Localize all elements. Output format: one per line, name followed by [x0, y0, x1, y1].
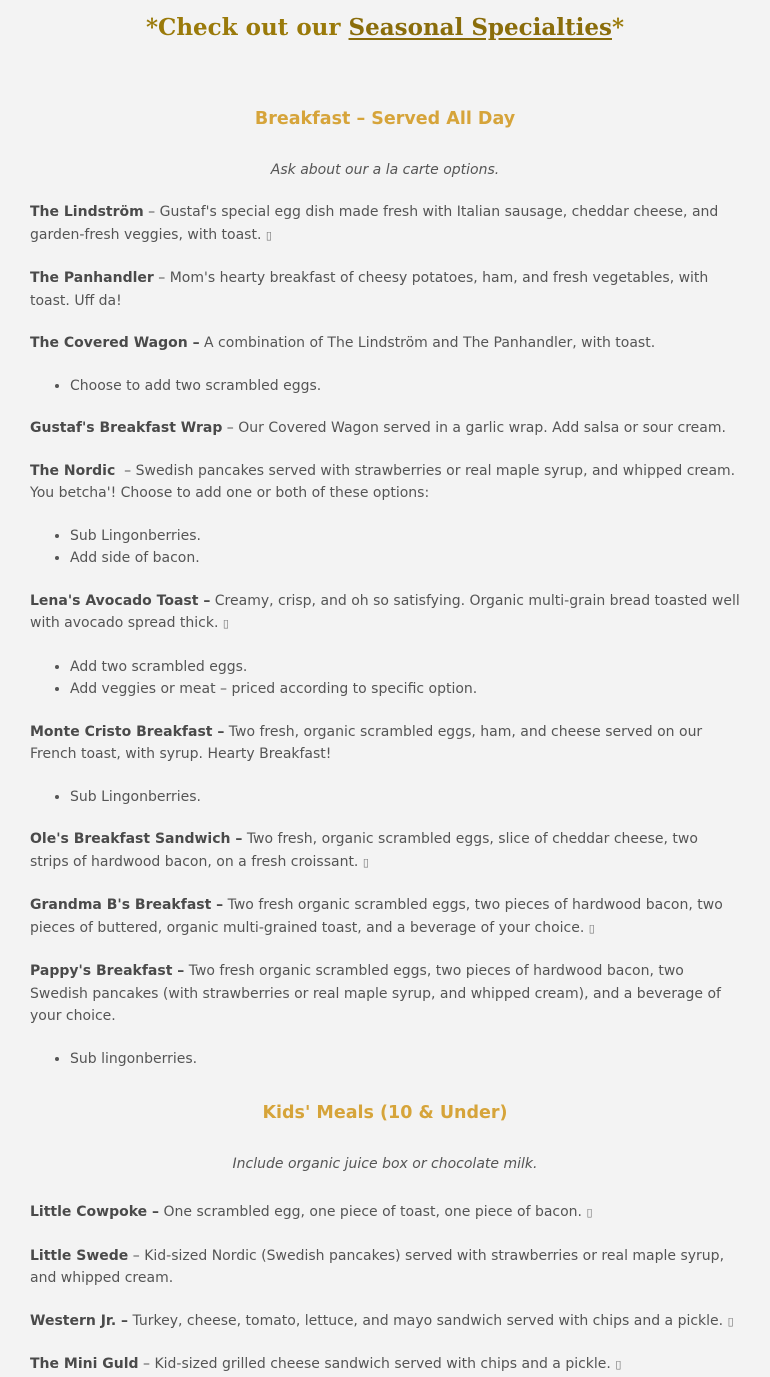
menu-item: [30, 590, 740, 636]
menu-item: [30, 1353, 740, 1377]
menu-item: [30, 828, 740, 874]
menu-item-name: The Panhandler: [30, 270, 154, 286]
menu-item-description: Creamy, crisp, and oh so satisfying. Organic multi-grain bread toasted well with avocado spread thick.: [30, 592, 740, 631]
menu-item-description: Swedish pancakes served with strawberries or real maple syrup, and whipped cream. You betcha'! Choose to add one or both of these options:: [30, 462, 736, 501]
menu-option: • Add veggies or meat – priced according to specific option.: [70, 678, 740, 701]
menu-item-name: Pappy's Breakfast –: [30, 963, 185, 979]
menu-item-glyph-icon: ▯: [222, 617, 229, 630]
menu-item-name: Ole's Breakfast Sandwich –: [30, 831, 243, 847]
menu-item-glyph-icon: ▯: [586, 1206, 593, 1219]
menu-item-separator: –: [115, 462, 136, 479]
menu-item-options: [30, 525, 740, 570]
kids-note: Include organic juice box or chocolate milk.: [232, 1156, 538, 1172]
menu-item-name: Grandma B's Breakfast –: [30, 897, 224, 913]
menu-item-description: Two fresh, organic scrambled eggs, slice of cheddar cheese, two strips of hardwood bacon, on a fresh croissant.: [30, 831, 698, 870]
menu-item-glyph-icon: ▯: [727, 1314, 734, 1328]
menu-item-description: A combination of The Lindström and The Panhandler, with toast.: [204, 335, 656, 351]
seasonal-specialties-link[interactable]: Seasonal Specialties: [348, 14, 612, 41]
breakfast-note: Ask about our a la carte options.: [270, 162, 500, 178]
menu-item-name: The Nordic: [30, 462, 116, 479]
menu-item-description: Turkey, cheese, tomato, lettuce, and mayo sandwich served with chips and a pickle.: [132, 1312, 728, 1329]
menu-option: • Sub Lingonberries.: [70, 786, 740, 809]
menu-item-options: [30, 1048, 740, 1071]
menu-item-glyph-icon: ▯: [265, 228, 272, 242]
menu-item: [30, 894, 740, 940]
menu-option: • Choose to add two scrambled eggs.: [70, 375, 740, 398]
menu-item-description: Two fresh organic scrambled eggs, two pieces of hardwood bacon, two pieces of buttered, organic multi-grained toast, and a beverage of your choice.: [30, 897, 723, 936]
menu-item-options: [30, 656, 740, 701]
menu-item-name: Lena's Avocado Toast –: [30, 592, 211, 609]
menu-item-name: Western Jr. –: [30, 1312, 129, 1329]
menu-option: • Sub Lingonberries.: [70, 525, 740, 548]
menu-option: • Add side of bacon.: [70, 547, 740, 570]
menu-item-options: [30, 375, 740, 398]
menu-item-separator: –: [143, 204, 160, 220]
menu-item: [30, 267, 740, 312]
menu-item-name: Little Cowpoke –: [30, 1204, 160, 1220]
menu-item: [30, 460, 740, 505]
menu-item-glyph-icon: ▯: [362, 855, 369, 869]
menu-item-separator: –: [222, 420, 239, 436]
menu-item: [30, 417, 740, 440]
menu-item-options: [30, 786, 740, 809]
menu-item: [30, 1201, 740, 1225]
menu-item-name: The Lindström: [30, 204, 144, 220]
menu-item-separator: –: [153, 270, 170, 286]
kids-menu-list: [30, 1201, 740, 1377]
menu-item-name: Little Swede: [30, 1247, 129, 1264]
menu-option: • Sub lingonberries.: [70, 1048, 740, 1071]
menu-option: • Add two scrambled eggs.: [70, 656, 740, 679]
promo-suffix: *: [611, 14, 625, 41]
menu-item-description: Mom's hearty breakfast of cheesy potatoes, ham, and fresh vegetables, with toast. Uff da!: [30, 270, 709, 309]
menu-item-glyph-icon: ▯: [615, 1358, 622, 1371]
menu-item-glyph-icon: ▯: [588, 921, 595, 935]
menu-item: [30, 721, 740, 766]
promo-heading: [0, 0, 770, 42]
menu-content: [0, 108, 770, 1377]
breakfast-section-title: Breakfast – Served All Day: [254, 109, 516, 129]
menu-item: [30, 332, 740, 355]
menu-item: [30, 960, 740, 1028]
menu-item-description: One scrambled egg, one piece of toast, one piece of bacon.: [163, 1204, 587, 1220]
menu-item: [30, 201, 740, 247]
menu-item: [30, 1310, 740, 1334]
menu-item-description: Our Covered Wagon served in a garlic wrap. Add salsa or sour cream.: [238, 420, 726, 436]
menu-item-name: The Covered Wagon –: [30, 335, 200, 351]
breakfast-menu-list: [30, 201, 740, 1070]
menu-item-description: Gustaf's special egg dish made fresh with Italian sausage, cheddar cheese, and garden-fresh veggies, with toast.: [30, 204, 719, 243]
menu-item-description: Kid-sized grilled cheese sandwich served with chips and a pickle.: [154, 1356, 616, 1372]
promo-prefix: *Check out our: [145, 14, 349, 41]
menu-item-name: Monte Cristo Breakfast –: [30, 723, 225, 740]
menu-item-name: The Mini Guld: [30, 1356, 139, 1372]
menu-item-description: Kid-sized Nordic (Swedish pancakes) served with strawberries or real maple syrup, and whipped cream.: [30, 1247, 725, 1286]
menu-item-description: Two fresh organic scrambled eggs, two pieces of hardwood bacon, two Swedish pancakes (with strawberries or real maple syrup, and whipped cream), and a beverage of your choice.: [30, 963, 721, 1024]
kids-section-title: Kids' Meals (10 & Under): [262, 1103, 508, 1123]
menu-item-separator: –: [128, 1247, 145, 1264]
menu-item-description: Two fresh, organic scrambled eggs, ham, and cheese served on our French toast, with syrup. Hearty Breakfast!: [30, 723, 703, 762]
menu-item-separator: –: [138, 1356, 155, 1372]
menu-item: [30, 1245, 740, 1290]
menu-item-name: Gustaf's Breakfast Wrap: [30, 420, 223, 436]
